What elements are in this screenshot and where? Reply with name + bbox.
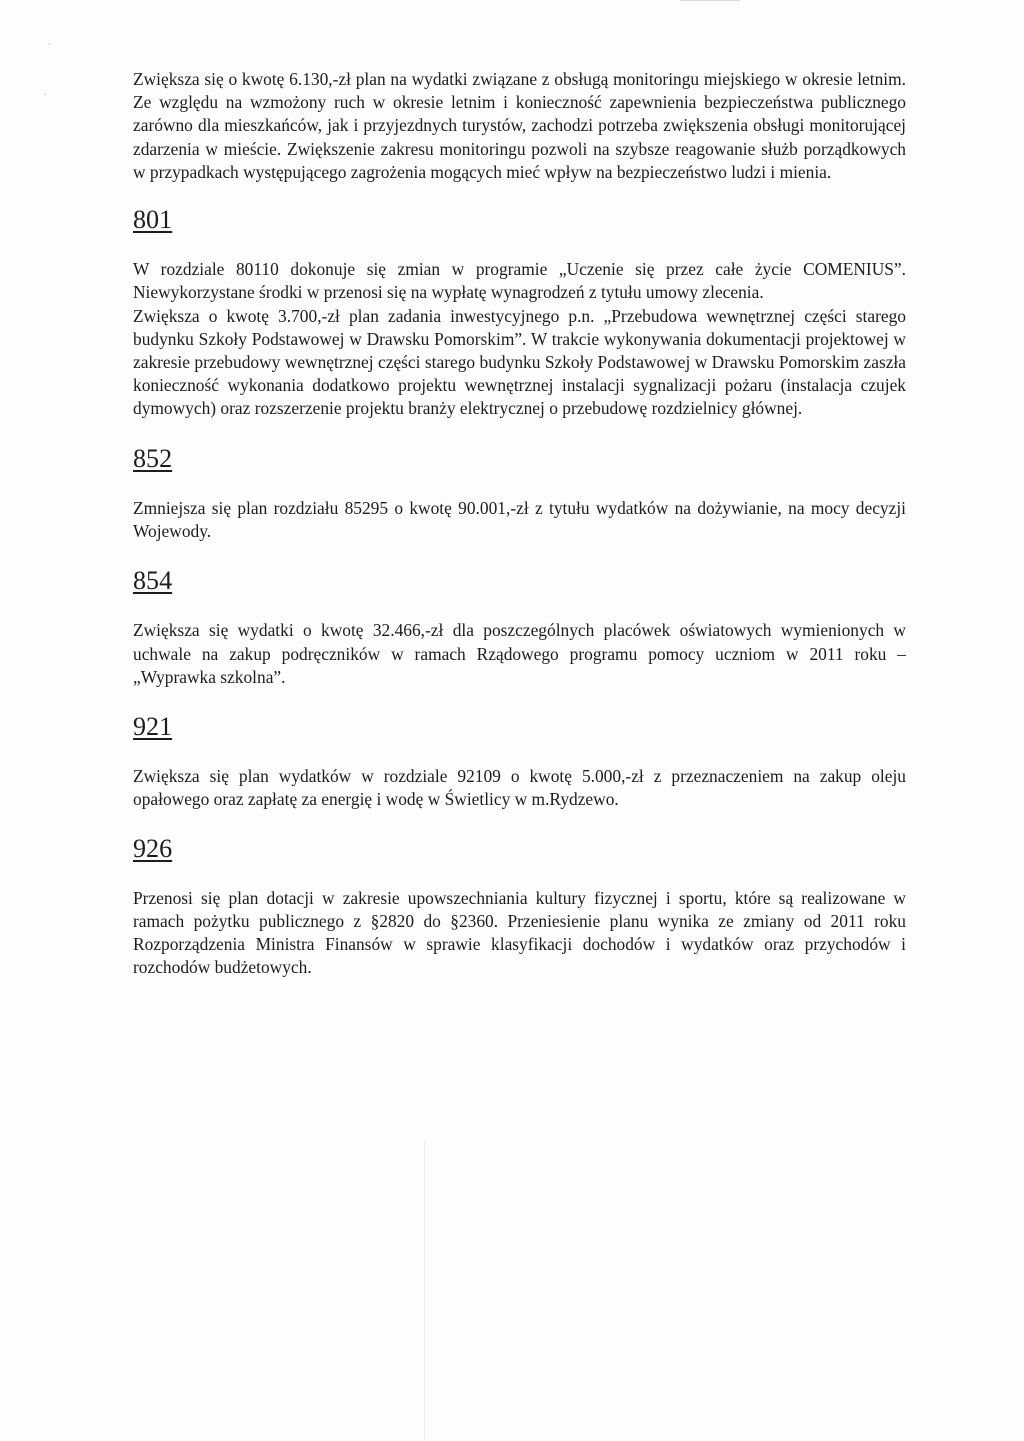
section-801-paragraph-2: Zwiększa o kwotę 3.700,-zł plan zadania inwestycyjnego p.n. „Przebudowa wewnętrznej części starego budynku Szkoły Podstawowej w Drawsku Pomorskim”. W trakcie wykonywania dokumentacji projektowej w zakresie przebudowy wewnętrznej części starego budynku Szkoły Podstawowej w Drawsku Pomorskim zaszła konieczność wykonania dodatkowo projektu wewnętrznej instalacji sygnalizacji pożaru (instalacja czujek dymowych) oraz rozszerzenie projektu branży elektrycznej o przebudowę rozdzielnicy głównej. (133, 305, 906, 419)
section-heading-854: 854 (133, 566, 173, 596)
scan-edge-line (680, 0, 740, 1)
scan-dot-mark: · (48, 40, 51, 50)
section-heading-926: 926 (133, 833, 173, 863)
section-854-paragraph-1: Zwiększa się wydatki o kwotę 32.466,-zł dla poszczególnych placówek oświatowych wymienionych w uchwale na zakup podręczników w ramach Rządowego programu pomocy uczniom w 2011 roku – „Wyprawka szkolna”. (133, 620, 906, 687)
section-852-paragraph-1: Zmniejsza się plan rozdziału 85295 o kwotę 90.001,-zł z tytułu wydatków na dożywianie, na mocy decyzji Wojewody. (133, 497, 906, 542)
intro-paragraph: Zwiększa się o kwotę 6.130,-zł plan na wydatki związane z obsługą monitoringu miejskiego w okresie letnim. Ze względu na wzmożony ruch w okresie letnim i konieczność zapewnienia bezpieczeństwa publicznego zarówno dla mieszkańców, jak i przyjezdnych turystów, zachodzi potrzeba zwiększenia obsługi monitorującej zdarzenia w mieście. Zwiększenie zakresu monitoringu pozwoli na szybsze reagowanie służb porządkowych w przypadkach występującego zagrożenia mogących mieć wpływ na bezpieczeństwo ludzi i mienia. (133, 69, 906, 182)
section-heading-801: 801 (133, 205, 173, 235)
scan-fold-line (424, 1140, 425, 1440)
section-heading-852: 852 (133, 443, 173, 473)
section-926-paragraph-1: Przenosi się plan dotacji w zakresie upowszechniania kultury fizycznej i sportu, które są realizowane w ramach pożytku publicznego z §2820 do §2360. Przeniesienie planu wynika ze zmiany od 2011 roku Rozporządzenia Ministra Finansów w sprawie klasyfikacji dochodów i wydatków oraz przychodów i rozchodów budżetowych. (133, 887, 906, 978)
section-921-paragraph-1: Zwiększa się plan wydatków w rozdziale 92109 o kwotę 5.000,-zł z przeznaczeniem na zakup oleju opałowego oraz zapłatę za energię i wodę w Świetlicy w m.Rydzewo. (133, 766, 906, 810)
section-801-paragraph-1: W rozdziale 80110 dokonuje się zmian w programie „Uczenie się przez całe życie COMENIUS”. Niewykorzystane środki w przenosi się na wypłatę wynagrodzeń z tytułu umowy zlecenia. (133, 259, 906, 303)
scan-dot-mark: · (44, 90, 47, 100)
section-heading-921: 921 (133, 712, 173, 742)
document-body (133, 68, 906, 980)
